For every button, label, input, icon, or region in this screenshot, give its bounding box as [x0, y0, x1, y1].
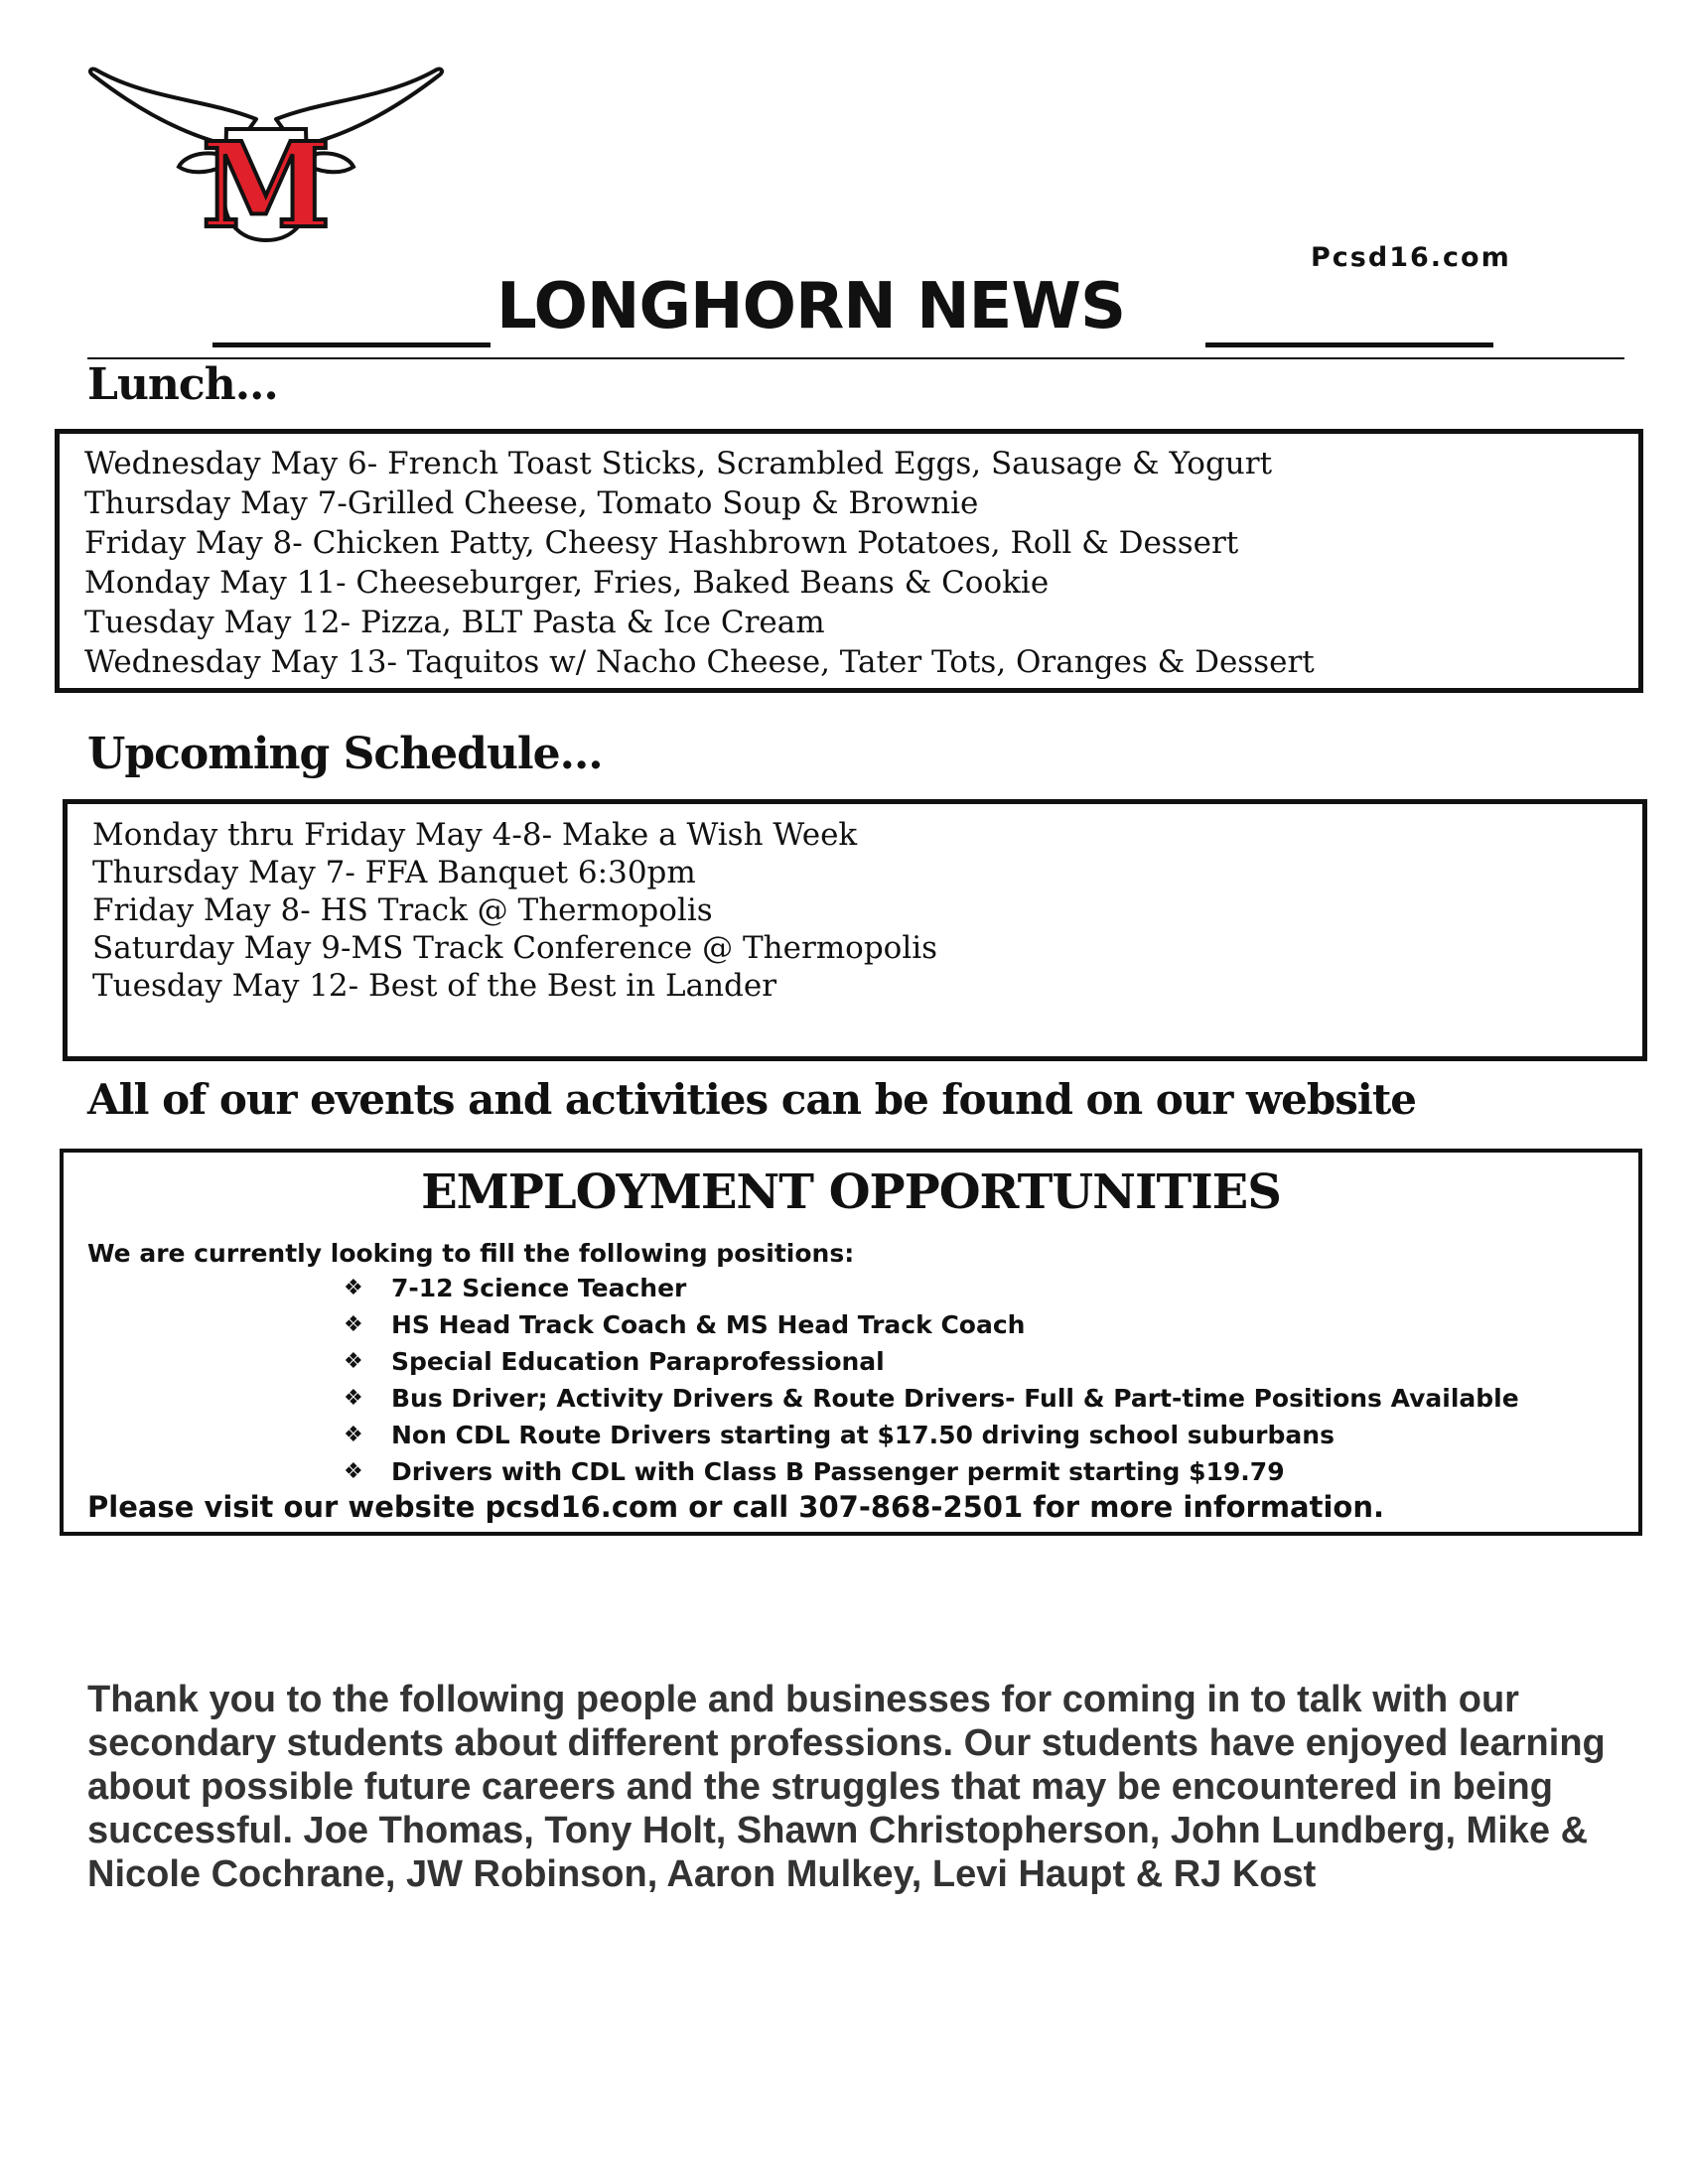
- schedule-box: [63, 799, 1647, 1061]
- longhorn-logo-icon: [87, 60, 445, 243]
- logo-m-letter: [202, 116, 332, 243]
- diamond-bullet-icon: ❖: [344, 1423, 363, 1447]
- employment-intro: We are currently looking to fill the following positions:: [87, 1239, 855, 1268]
- diamond-bullet-icon: ❖: [344, 1312, 363, 1337]
- diamond-bullet-icon: ❖: [344, 1349, 363, 1374]
- website-url: Pcsd16.com: [1311, 242, 1511, 273]
- position-item: ❖ 7-12 Science Teacher: [344, 1270, 1519, 1306]
- employment-title: EMPLOYMENT OPPORTUNITIES: [421, 1164, 1281, 1220]
- position-item: ❖ Bus Driver; Activity Drivers & Route Drivers- Full & Part-time Positions Available: [344, 1380, 1519, 1417]
- title-underline-right: [1205, 342, 1493, 347]
- lunch-heading: Lunch…: [87, 359, 278, 410]
- schedule-item: Thursday May 7- FFA Banquet 6:30pm: [92, 855, 696, 890]
- page-title: LONGHORN NEWS: [496, 270, 1126, 343]
- thank-you-paragraph: Thank you to the following people and businesses for coming in to talk with our secondary students about different professions. Our students have enjoyed learning about possible future careers and the struggles that may be encountered in being successful. Joe Thomas, Tony Holt, Shawn Christopherson, John Lundberg, Mike & Nicole Cochrane, JW Robinson, Aaron Mulkey, Levi Haupt & RJ Kost: [87, 1679, 1606, 1895]
- position-item: ❖ Non CDL Route Drivers starting at $17.50 driving school suburbans: [344, 1417, 1519, 1453]
- position-item: ❖ Drivers with CDL with Class B Passenger permit starting $19.79: [344, 1453, 1519, 1490]
- lunch-item: Wednesday May 13- Taquitos w/ Nacho Cheese, Tater Tots, Oranges & Dessert: [84, 644, 1315, 680]
- positions-list: [344, 1270, 1519, 1490]
- schedule-heading: Upcoming Schedule…: [87, 729, 603, 779]
- diamond-bullet-icon: ❖: [344, 1459, 363, 1484]
- lunch-item: Friday May 8- Chicken Patty, Cheesy Hashbrown Potatoes, Roll & Dessert: [84, 525, 1239, 561]
- lunch-item: Tuesday May 12- Pizza, BLT Pasta & Ice Cream: [84, 605, 825, 640]
- website-note: All of our events and activities can be found on our website: [87, 1075, 1416, 1124]
- schedule-item: Tuesday May 12- Best of the Best in Lander: [92, 968, 777, 1004]
- diamond-bullet-icon: ❖: [344, 1276, 363, 1300]
- lunch-item: Monday May 11- Cheeseburger, Fries, Baked Beans & Cookie: [84, 565, 1050, 601]
- position-item: ❖ HS Head Track Coach & MS Head Track Coach: [344, 1306, 1519, 1343]
- lunch-item: Thursday May 7-Grilled Cheese, Tomato Soup & Brownie: [84, 485, 979, 521]
- svg-text:M: M: [201, 116, 332, 243]
- lunch-item: Wednesday May 6- French Toast Sticks, Scrambled Eggs, Sausage & Yogurt: [84, 446, 1273, 481]
- title-underline-left: [212, 342, 491, 347]
- lunch-box: [55, 429, 1643, 693]
- diamond-bullet-icon: ❖: [344, 1386, 363, 1411]
- schedule-item: Monday thru Friday May 4-8- Make a Wish Week: [92, 817, 858, 853]
- position-item: ❖ Special Education Paraprofessional: [344, 1343, 1519, 1380]
- header-rule: [87, 357, 1624, 359]
- schedule-item: Saturday May 9-MS Track Conference @ Thermopolis: [92, 930, 938, 966]
- employment-box: [60, 1149, 1642, 1536]
- newsletter-header: [212, 270, 1493, 349]
- schedule-item: Friday May 8- HS Track @ Thermopolis: [92, 892, 713, 928]
- employment-footer: Please visit our website pcsd16.com or call 307-868-2501 for more information.: [87, 1490, 1385, 1524]
